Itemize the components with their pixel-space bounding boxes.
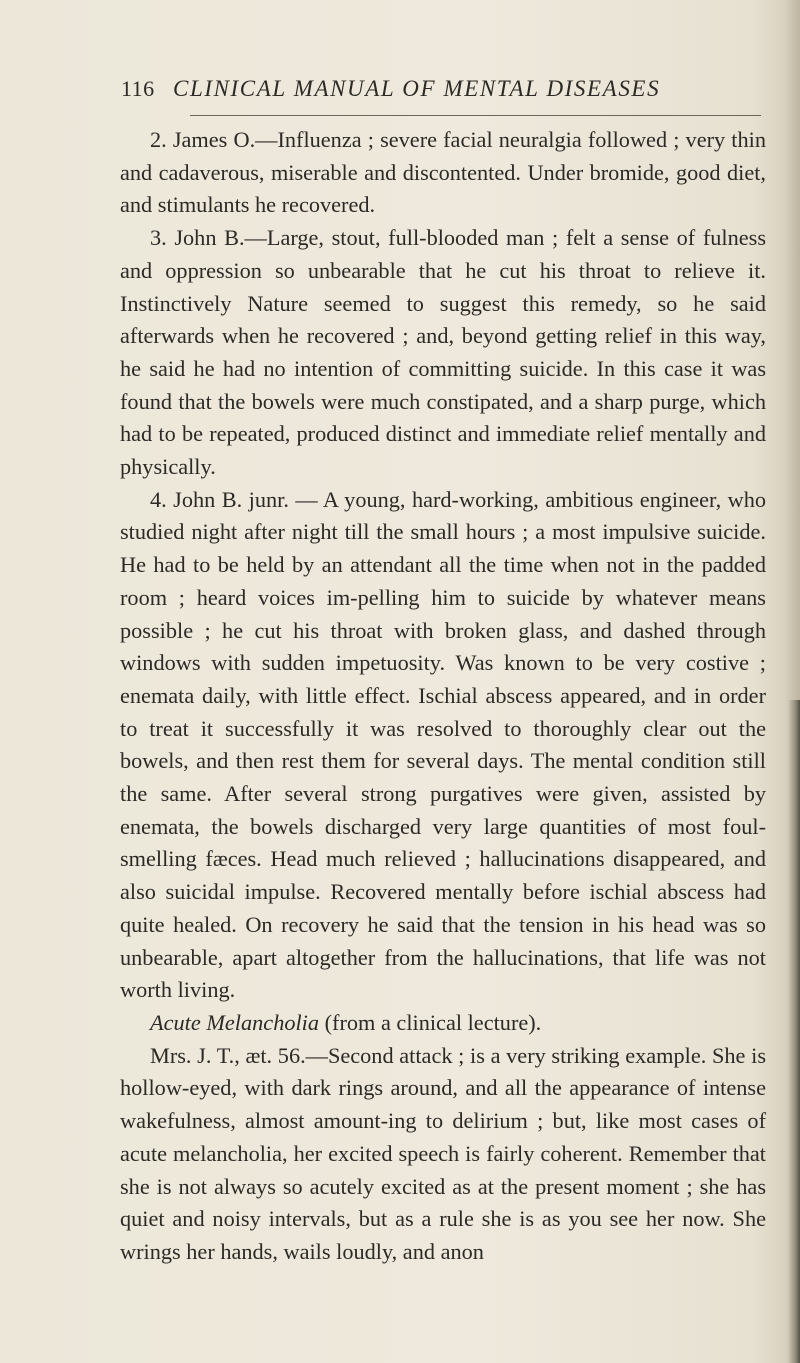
section-heading-line	[120, 1007, 766, 1040]
case-paragraph-3: 3. John B.—Large, stout, full-blooded man ; felt a sense of fulness and oppression so unbearable that he cut his throat to relieve it. Instinctively Nature seemed to suggest this remedy, so he said afterwards when he recovered ; and, beyond getting relief in this way, he said he had no intention of committing suicide. In this case it was found that the bowels were much constipated, and a sharp purge, which had to be repeated, produced distinct and immediate relief mentally and physically.	[120, 225, 766, 480]
case-paragraph-mrs-jt: Mrs. J. T., æt. 56.—Second attack ; is a very striking example. She is hollow-eyed, with dark rings around, and all the appearance of intense wakefulness, almost amount-ing to delirium ; but, like most cases of acute melancholia, her excited speech is fairly coherent. Remember that she is not always so acutely excited as at the present moment ; she has quiet and noisy intervals, but as a rule she is as you see her now. She wrings her hands, wails loudly, and anon	[120, 1042, 766, 1264]
case-paragraph-4: 4. John B. junr. — A young, hard-working, ambitious engineer, who studied night after night till the small hours ; a most impulsive suicide. He had to be held by an attendant all the time when not in the padded room ; heard voices im-pelling him to suicide by whatever means possible ; he cut his throat with broken glass, and dashed through windows with sudden impetuosity. Was known to be very costive ; enemata daily, with little effect. Ischial abscess appeared, and in order to treat it successfully it was resolved to thoroughly clear out the bowels, and then rest them for several days. The mental condition still the same. After several strong purgatives were given, assisted by enemata, the bowels discharged very large quantities of most foul-smelling fæces. Head much relieved ; hallucinations disappeared, and also suicidal impulse. Recovered mentally before ischial abscess had quite healed. On recovery he said that the tension in his head was so unbearable, apart altogether from the hallucinations, that life was not worth living.	[120, 486, 766, 1003]
header-rule	[190, 115, 761, 116]
page-edge-shadow	[788, 700, 800, 1363]
section-heading: Acute Melancholia	[150, 1009, 320, 1035]
page-number: 116	[121, 76, 155, 101]
page-header	[121, 76, 761, 110]
case-paragraph-2: 2. James O.—Influenza ; severe facial neuralgia followed ; very thin and cadaverous, miserable and discontented. Under bromide, good diet, and stimulants he recovered.	[120, 127, 766, 218]
section-heading-suffix: (from a clinical lecture).	[319, 1009, 542, 1035]
running-head: CLINICAL MANUAL OF MENTAL DISEASES	[173, 76, 661, 101]
body-text	[120, 124, 766, 1269]
